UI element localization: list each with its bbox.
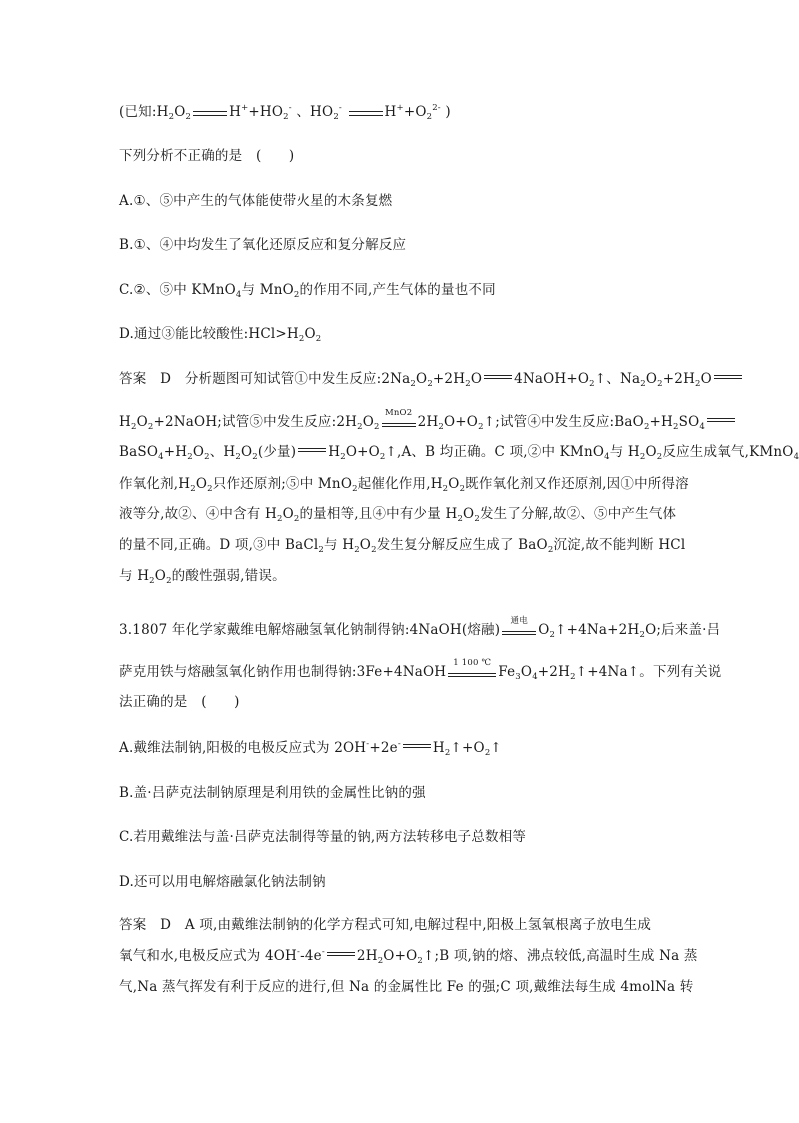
equals-arrow-icon [448, 673, 496, 677]
text: ↑+4Na↑。下列有关说 [575, 664, 722, 680]
subscript: 2 [438, 422, 445, 432]
superscript: + [241, 103, 249, 113]
text: 的量不同,正确。D 项,③中 BaCl [119, 537, 319, 553]
subscript: 2 [149, 576, 155, 586]
text: O [195, 476, 208, 492]
text: +2H [537, 664, 571, 680]
question-2-stem: 下列分析不正确的是 ( ) [119, 148, 295, 164]
subscript: 2 [276, 514, 283, 524]
answer-3-line-1: 答案 D A 项,由戴维法制钠的化学方程式可知,电解过程中,阳极上氢氧根离子放电生成 [119, 917, 652, 933]
condition-label: 通电 [510, 615, 528, 626]
answer-2-line-5 [119, 504, 676, 524]
condition-arrow [448, 657, 496, 679]
subscript: 4 [699, 422, 705, 432]
subscript: 2 [187, 452, 193, 462]
text: O [463, 506, 475, 522]
subscript: 4 [604, 452, 610, 462]
subscript: 2 [657, 379, 663, 389]
text: O [192, 444, 205, 460]
subscript: 2 [410, 379, 417, 389]
text: ↑ [490, 740, 502, 756]
text: ↑、Na [594, 371, 641, 387]
text: O [520, 664, 533, 680]
answer-2-line-1 [119, 369, 744, 389]
equals-arrow-icon [484, 375, 512, 379]
answer-2-line-2 [119, 407, 737, 432]
question-3-line-2 [119, 657, 722, 682]
text: 、HO [296, 104, 334, 120]
subscript: 2 [695, 379, 701, 389]
catalyst-label: MnO2 [384, 407, 413, 418]
subscript: 2 [207, 484, 213, 494]
subscript: 2 [484, 748, 491, 758]
text: ↑,A、B 均正确。C 项,②中 KMnO [385, 444, 605, 460]
text: Fe [498, 664, 516, 680]
text: ↑+4Na+2H [555, 622, 640, 638]
text: +O [403, 104, 427, 120]
text: 、H [209, 444, 236, 460]
option-b: B.①、④中均发生了氧化还原反应和复分解反应 [119, 237, 407, 253]
text: ↑+O [450, 740, 485, 756]
text: (已知:H [119, 104, 169, 120]
subscript: 2 [639, 452, 646, 462]
text: O [700, 371, 712, 387]
answer-3-line-2 [119, 946, 698, 966]
subscript: 2 [673, 422, 679, 432]
subscript: 2 [354, 545, 360, 555]
reversible-arrow-icon [349, 108, 383, 118]
text: 2H [417, 414, 439, 430]
option-d: D.还可以用电解熔融氯化钠法制钠 [119, 874, 326, 890]
subscript: 2 [547, 545, 554, 555]
subscript: 2 [427, 379, 433, 389]
answer-2-line-4 [119, 474, 689, 494]
text: 答案 D 分析题图可知试管①中发生反应:2Na [119, 371, 411, 387]
subscript: 3 [515, 672, 521, 682]
option-a: A.①、⑤中产生的气体能使带火星的木条复燃 [119, 193, 393, 209]
superscript: - [288, 103, 292, 113]
subscript: 4 [235, 290, 242, 300]
option-c: C.若用戴维法与盖·吕萨克法制得等量的钠,两方法转移电子总数相等 [119, 829, 527, 845]
subscript: 4 [158, 452, 164, 462]
text: +H [163, 444, 188, 460]
subscript: 2 [185, 112, 192, 122]
text: O [362, 414, 375, 430]
text: O+O [444, 414, 479, 430]
equals-arrow-icon [327, 952, 355, 956]
subscript: 2 [371, 545, 377, 555]
equals-arrow-icon [298, 448, 326, 452]
text: C.②、⑤中 KMnO [119, 282, 236, 298]
subscript: 4 [793, 452, 799, 462]
text: ) [445, 104, 451, 120]
answer-3-line-3: 气,Na 蒸气挥发有利于反应的进行,但 Na 的金属性比 Fe 的强;C 项,戴维法每生成 4molNa 转 [119, 979, 694, 995]
text: +2H [432, 371, 466, 387]
subscript: 2 [166, 576, 172, 586]
subscript: 2 [315, 334, 322, 344]
text: 氧气和水,电极反应式为 4OH [119, 948, 298, 964]
answer-2-line-3 [119, 442, 799, 462]
reversible-arrow-icon [193, 108, 227, 118]
text: 沉淀,故不能判断 HCl [553, 537, 686, 553]
subscript: 2 [168, 112, 175, 122]
text: H [432, 740, 445, 756]
option-a [119, 738, 502, 758]
text: O [154, 568, 167, 584]
subscript: 4 [532, 672, 538, 682]
text: +HO [248, 104, 284, 120]
text: O [470, 371, 483, 387]
superscript: - [338, 103, 342, 113]
subscript: 2 [190, 484, 196, 494]
superscript: + [396, 103, 404, 113]
text: O [538, 622, 550, 638]
text: 与 MnO [241, 282, 294, 298]
text: 反应生成氧气,KMnO [662, 444, 794, 460]
superscript: - [297, 947, 301, 957]
catalyst-arrow [382, 407, 416, 429]
subscript: 2 [379, 452, 386, 462]
answer-2-line-7 [119, 566, 286, 586]
superscript: - [321, 947, 325, 957]
text: ↑;B 项,钠的熔、沸点较低,高温时生成 Na 蒸 [422, 948, 698, 964]
subscript: 2 [374, 422, 380, 432]
text: SO [678, 414, 700, 430]
subscript: 2 [444, 748, 451, 758]
text: +2NaOH;试管⑤中发生反应:2H [153, 414, 358, 430]
text: 的作用不同,产生气体的量也不同 [299, 282, 496, 298]
subscript: 2 [570, 672, 576, 682]
subscript: 2 [656, 452, 663, 462]
superscript: - [397, 739, 401, 749]
text: O [359, 537, 372, 553]
text: O [282, 506, 294, 522]
text: 起催化作用,H [357, 476, 443, 492]
text: O;后来盖·吕 [645, 622, 721, 638]
text: O [416, 371, 428, 387]
option-b: B.盖·吕萨克法制钠原理是利用铁的金属性比钠的强 [119, 785, 426, 801]
option-c [119, 280, 496, 300]
text: 液等分,故②、④中含有 H [119, 506, 277, 522]
text: O [241, 444, 253, 460]
question-3-line-3: 法正确的是 ( ) [119, 694, 240, 710]
subscript: 2 [357, 422, 363, 432]
text: +2e [369, 740, 398, 756]
text: O [304, 326, 316, 342]
known-equilibria [119, 102, 451, 122]
text: 与 H [609, 444, 640, 460]
text: BaSO [119, 444, 159, 460]
subscript: 2 [459, 484, 466, 494]
text: O [136, 414, 148, 430]
text: H [229, 104, 242, 120]
text: 与 H [119, 568, 150, 584]
equals-arrow-icon [502, 631, 536, 635]
subscript: 2 [204, 452, 210, 462]
equals-arrow-icon [403, 744, 431, 748]
equals-arrow-icon [714, 375, 742, 379]
subscript: 2 [235, 452, 241, 462]
text: H [328, 444, 341, 460]
text: -4e [300, 948, 322, 964]
subscript: 2 [377, 956, 384, 966]
subscript: 2 [417, 956, 423, 966]
answer-2-line-6 [119, 535, 685, 555]
text: H [119, 414, 131, 430]
condition-arrow [502, 615, 536, 637]
subscript: 2 [457, 514, 464, 524]
subscript: 2 [352, 484, 358, 494]
text: +H [649, 414, 674, 430]
text: 2H [356, 948, 378, 964]
text: O [448, 476, 460, 492]
text: 发生了分解,故②、⑤中产生气体 [479, 506, 677, 522]
text: O+O [383, 948, 418, 964]
text: 3.1807 年化学家戴维电解熔融氢氧化钠制得钠:4NaOH(熔融) [119, 622, 501, 638]
text: 4NaOH+O [514, 371, 590, 387]
subscript: 2 [640, 379, 646, 389]
subscript: 2 [589, 379, 595, 389]
option-d [119, 324, 321, 344]
text: (少量) [257, 444, 297, 460]
subscript: 2 [426, 112, 433, 122]
text: D.通过③能比较酸性:HCl>H [119, 326, 299, 342]
text: O [645, 444, 657, 460]
equals-arrow-icon [707, 418, 735, 422]
text: 既作氧化剂又作还原剂,因①中所得溶 [465, 476, 689, 492]
subscript: 2 [478, 422, 484, 432]
subscript: 2 [252, 452, 258, 462]
subscript: 2 [442, 484, 449, 494]
subscript: 2 [130, 422, 137, 432]
equals-arrow-icon [382, 423, 416, 427]
subscript: 2 [293, 514, 300, 524]
subscript: 2 [639, 630, 646, 640]
text: 的量相等,且④中有少量 H [299, 506, 458, 522]
superscript: 2- [432, 103, 441, 113]
text: A.戴维法制钠,阳极的电极反应式为 2OH [119, 740, 367, 756]
text: ↑;试管④中发生反应:BaO [483, 414, 644, 430]
text: 只作还原剂;⑤中 MnO [212, 476, 353, 492]
text: +2H [662, 371, 696, 387]
subscript: 2 [283, 112, 289, 122]
subscript: 2 [293, 290, 300, 300]
text: H [384, 104, 397, 120]
subscript: 2 [474, 514, 480, 524]
text: O [174, 104, 186, 120]
subscript: 2 [147, 422, 154, 432]
question-3-line-1 [119, 615, 721, 640]
text: 作氧化剂,H [119, 476, 191, 492]
subscript: 2 [465, 379, 471, 389]
text: 发生复分解反应生成了 BaO [376, 537, 548, 553]
text: 与 H [324, 537, 355, 553]
subscript: 2 [298, 334, 305, 344]
text: O [645, 371, 658, 387]
text: 的酸性强弱,错误。 [171, 568, 286, 584]
subscript: 2 [549, 630, 556, 640]
text: 萨克用铁与熔融氢氧化钠作用也制得钠:3Fe+4NaOH [119, 664, 447, 680]
condition-label: 1 100 ℃ [453, 657, 492, 668]
superscript: - [366, 739, 370, 749]
subscript: 2 [333, 112, 339, 122]
subscript: 2 [643, 422, 650, 432]
subscript: 2 [318, 545, 325, 555]
subscript: 2 [340, 452, 346, 462]
text: O+O [345, 444, 380, 460]
